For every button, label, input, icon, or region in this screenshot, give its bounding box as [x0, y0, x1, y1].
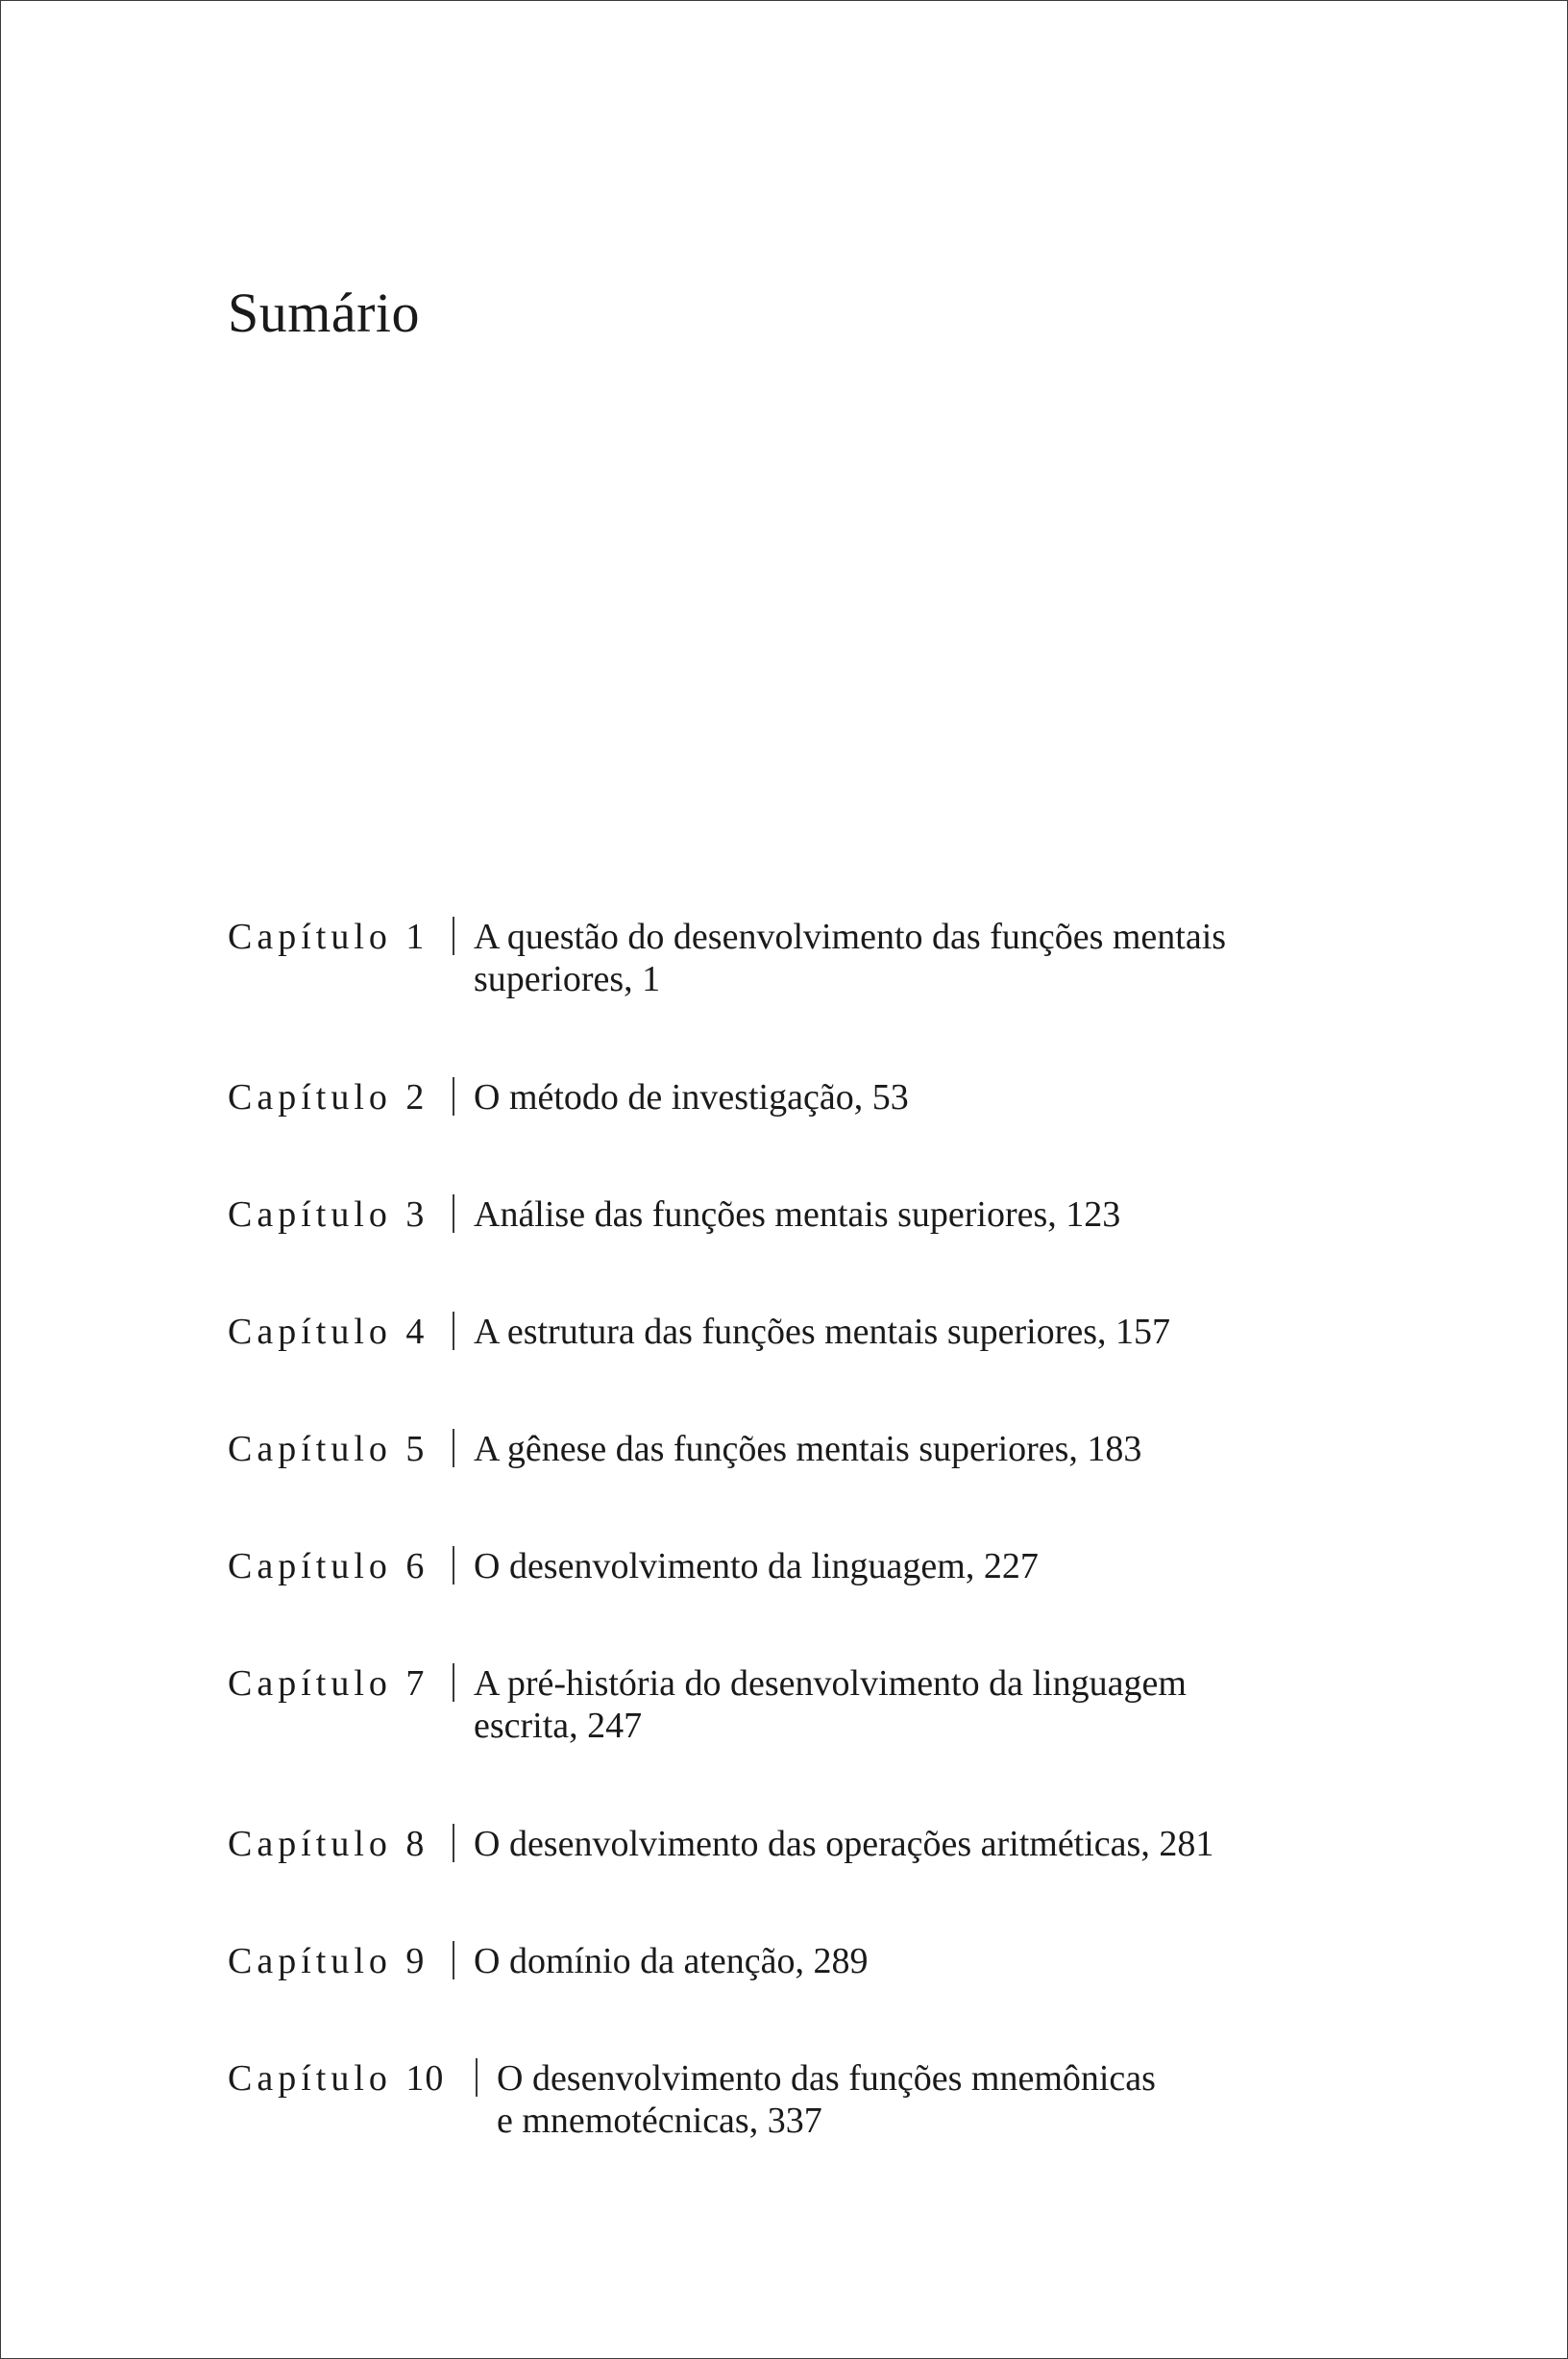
- chapter-title-line: A questão do desenvolvimento das funções mentais: [474, 917, 1227, 957]
- divider-rule: [453, 1194, 454, 1233]
- toc-entry-chapter-10[interactable]: [228, 2057, 1381, 2142]
- toc-entry-chapter-8[interactable]: [228, 1823, 1381, 1865]
- divider-rule: [453, 917, 454, 955]
- chapter-label: [228, 1545, 425, 1587]
- chapter-label: [228, 916, 425, 958]
- page-title: Sumário: [228, 282, 421, 344]
- chapter-number: 1: [405, 917, 426, 957]
- chapter-number: 2: [405, 1077, 426, 1118]
- chapter-title: [474, 916, 1262, 1000]
- chapter-title: [474, 1545, 1262, 1587]
- chapter-label: [228, 1662, 425, 1705]
- toc-entry-chapter-2[interactable]: [228, 1076, 1381, 1118]
- chapter-title: [474, 1076, 1262, 1118]
- chapter-title-line: Análise das funções mentais superiores, 123: [474, 1194, 1121, 1235]
- toc-entry-chapter-7[interactable]: [228, 1662, 1381, 1747]
- divider-rule: [453, 1546, 454, 1585]
- chapter-title-line: O método de investigação, 53: [474, 1077, 909, 1118]
- divider-rule: [453, 1941, 454, 1979]
- chapter-word: Capítulo: [228, 917, 392, 957]
- chapter-title-line: escrita, 247: [474, 1706, 643, 1746]
- chapter-label: [228, 1193, 425, 1236]
- chapter-label: [228, 1311, 425, 1353]
- chapter-number: 4: [405, 1312, 426, 1352]
- table-of-contents: [228, 916, 1381, 2218]
- toc-entry-chapter-4[interactable]: [228, 1311, 1381, 1353]
- chapter-title-line: superiores, 1: [474, 959, 661, 999]
- toc-entry-chapter-9[interactable]: [228, 1940, 1381, 1982]
- chapter-title-line: A estrutura das funções mentais superiores, 157: [474, 1312, 1170, 1352]
- toc-entry-chapter-3[interactable]: [228, 1193, 1381, 1236]
- chapter-word: Capítulo: [228, 2058, 392, 2099]
- divider-rule: [453, 1429, 454, 1467]
- chapter-title-line: O domínio da atenção, 289: [474, 1941, 869, 1981]
- chapter-number: 9: [405, 1941, 426, 1981]
- chapter-word: Capítulo: [228, 1546, 392, 1586]
- chapter-title: [474, 1428, 1262, 1470]
- toc-entry-chapter-6[interactable]: [228, 1545, 1381, 1587]
- chapter-number: 6: [405, 1546, 426, 1586]
- chapter-word: Capítulo: [228, 1077, 392, 1118]
- chapter-number: 5: [405, 1429, 426, 1469]
- divider-rule: [453, 1663, 454, 1702]
- toc-entry-chapter-5[interactable]: [228, 1428, 1381, 1470]
- chapter-word: Capítulo: [228, 1429, 392, 1469]
- chapter-title-line: A pré-história do desenvolvimento da linguagem: [474, 1663, 1187, 1704]
- chapter-word: Capítulo: [228, 1194, 392, 1235]
- chapter-title: [474, 1940, 1262, 1982]
- chapter-word: Capítulo: [228, 1941, 392, 1981]
- chapter-title: [474, 1311, 1262, 1353]
- chapter-label: [228, 1076, 425, 1118]
- chapter-title-line: e mnemotécnicas, 337: [497, 2101, 822, 2141]
- chapter-title-line: O desenvolvimento das funções mnemônicas: [497, 2058, 1156, 2099]
- chapter-word: Capítulo: [228, 1312, 392, 1352]
- chapter-number: 10: [405, 2058, 445, 2099]
- chapter-number: 8: [405, 1824, 426, 1864]
- chapter-word: Capítulo: [228, 1824, 392, 1864]
- divider-rule: [453, 1824, 454, 1862]
- toc-entry-chapter-1[interactable]: [228, 916, 1381, 1000]
- chapter-number: 7: [405, 1663, 426, 1704]
- chapter-number: 3: [405, 1194, 426, 1235]
- chapter-label: [228, 2057, 444, 2100]
- chapter-label: [228, 1823, 425, 1865]
- chapter-title: [497, 2057, 1285, 2142]
- chapter-title-line: A gênese das funções mentais superiores, 183: [474, 1429, 1142, 1469]
- chapter-title: [474, 1193, 1262, 1236]
- chapter-label: [228, 1940, 425, 1982]
- chapter-title: [474, 1662, 1262, 1747]
- divider-rule: [453, 1077, 454, 1116]
- chapter-title-line: O desenvolvimento das operações aritméticas, 281: [474, 1824, 1214, 1864]
- divider-rule: [453, 1312, 454, 1350]
- chapter-word: Capítulo: [228, 1663, 392, 1704]
- chapter-title-line: O desenvolvimento da linguagem, 227: [474, 1546, 1039, 1586]
- chapter-title: [474, 1823, 1262, 1865]
- divider-rule: [476, 2058, 478, 2097]
- chapter-label: [228, 1428, 425, 1470]
